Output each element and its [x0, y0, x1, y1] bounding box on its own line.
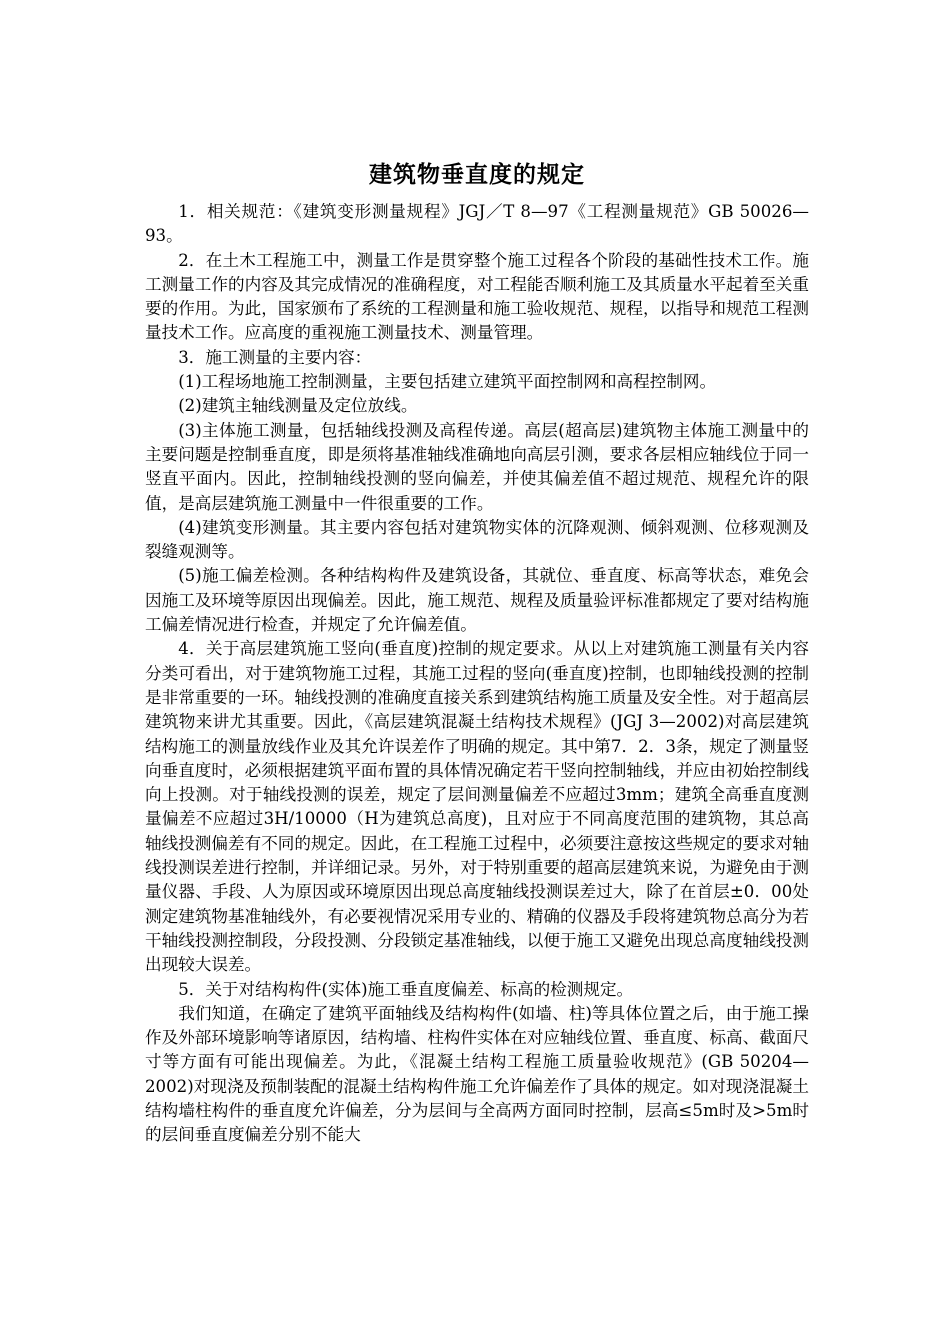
paragraph-item-1-control-survey: (1)工程场地施工控制测量，主要包括建立建筑平面控制网和高程控制网。	[178, 372, 717, 392]
paragraph-item-3-main-structure-survey: (3)主体施工测量，包括轴线投测及高程传递。高层(超高层)建筑物主体施工测量中的主要问题是控制垂直度，即是须将基准轴线准确地向高层引测，要求各层相应轴线位于同一竖直平面内。因此，控制轴线投测的竖向偏差，并使其偏差值不超过规范、规程允许的限值，是高层建筑施工测量中一件很重要的工作。	[145, 420, 809, 513]
document-title: 建筑物垂直度的规定	[369, 162, 585, 188]
paragraph-item-5-deviation-check: (5)施工偏差检测。各种结构构件及建筑设备，其就位、垂直度、标高等状态，难免会因施工及环境等原因出现偏差。因此，施工规范、规程及质量验评标准都规定了要对结构施工偏差情况进行检查，并规定了允许偏差值。	[145, 566, 809, 635]
paragraph-construction-survey-importance: 2．在土木工程施工中，测量工作是贯穿整个施工过程各个阶段的基础性技术工作。施工测量工作的内容及其完成情况的准确程度，对工程能否顺利施工及其质量水平起着至关重要的作用。为此，国家颁布了系统的工程测量和施工验收规范、规程，以指导和规范工程测量技术工作。应高度的重视施工测量技术、测量管理。	[145, 250, 809, 343]
paragraph-component-inspection-heading: 5．关于对结构构件(实体)施工垂直度偏差、标高的检测规定。	[178, 979, 634, 999]
paragraph-survey-content-heading: 3．施工测量的主要内容：	[178, 347, 372, 367]
paragraph-item-2-axis-survey: (2)建筑主轴线测量及定位放线。	[178, 396, 418, 416]
document-body	[145, 200, 809, 1148]
paragraph-high-rise-verticality-control: 4．关于高层建筑施工竖向(垂直度)控制的规定要求。从以上对建筑施工测量有关内容分类可看出，对于建筑物施工过程，其施工过程的竖向(垂直度)控制，也即轴线投测的控制是非常重要的一环。轴线投测的准确度直接关系到建筑结构施工质量及安全性。对于超高层建筑物来讲尤其重要。因此，《高层建筑混凝土结构技术规程》(JGJ 3—2002)对高层建筑结构施工的测量放线作业及其允许误差作了明确的规定。其中第7．2．3条，规定了测量竖向垂直度时，必须根据建筑平面布置的具体情况确定若干竖向控制轴线，并应由初始控制线向上投测。对于轴线投测的误差，规定了层间测量偏差不应超过3mm；建筑全高垂直度测量偏差不应超过3H/10000（H为建筑总高度)，且对应于不同高度范围的建筑物，其总高轴线投测偏差有不同的规定。因此，在工程施工过程中，必须要注意按这些规定的要求对轴线投测误差进行控制，并详细记录。另外，对于特别重要的超高层建筑来说，为避免由于测量仪器、手段、人为原因或环境原因出现总高度轴线投测误差过大，除了在首层±0．00处测定建筑物基准轴线外，有必要视情况采用专业的、精确的仪器及手段将建筑物总高分为若干轴线投测控制段，分段投测、分段锁定基准轴线，以便于施工又避免出现总高度轴线投测出现较大误差。	[145, 639, 809, 975]
document-page	[145, 160, 809, 1148]
paragraph-item-4-deformation-survey: (4)建筑变形测量。其主要内容包括对建筑物实体的沉降观测、倾斜观测、位移观测及裂缝观测等。	[145, 517, 809, 562]
paragraph-component-deviation-details: 我们知道，在确定了建筑平面轴线及结构构件(如墙、柱)等具体位置之后，由于施工操作及外部环境影响等诸原因，结构墙、柱构件实体在对应轴线位置、垂直度、标高、截面尺寸等方面有可能出现偏差。为此，《混凝土结构工程施工质量验收规范》(GB 50204—2002)对现浇及预制装配的混凝土结构构件施工允许偏差作了具体的规定。如对现浇混凝土结构墙柱构件的垂直度允许偏差，分为层间与全高两方面同时控制，层高≤5m时及>5m时的层间垂直度偏差分别不能大	[145, 1003, 809, 1145]
paragraph-related-standards: 1．相关规范：《建筑变形测量规程》JGJ／T 8—97《工程测量规范》GB 50026—93。	[145, 202, 809, 246]
